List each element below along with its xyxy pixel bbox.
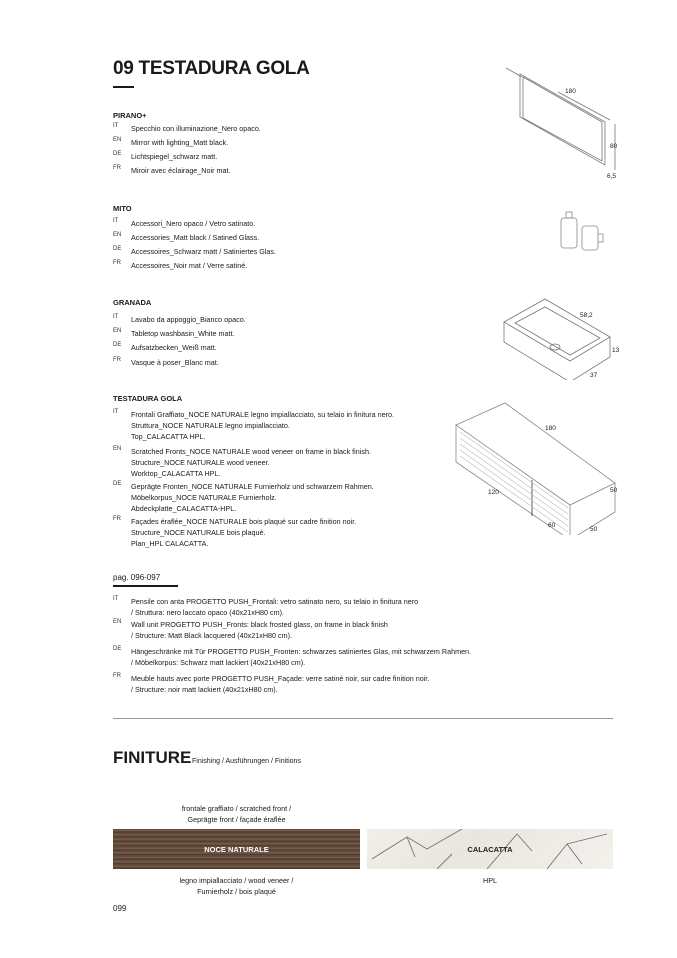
- language-code: EN: [113, 232, 122, 238]
- language-code: DE: [113, 646, 122, 652]
- entry-text: [131, 165, 230, 176]
- entry-line: / Structure: Matt Black lacquered (40x21xH80 cm).: [131, 631, 292, 640]
- cabinet-left-dim: 120: [488, 489, 499, 496]
- language-code: DE: [113, 481, 122, 487]
- language-code: FR: [113, 260, 121, 266]
- language-code: EN: [113, 619, 122, 625]
- noce-caption-bottom: [113, 875, 360, 897]
- cabinet-drawing: [450, 400, 620, 535]
- entry-line: Mirror with lighting_Matt black.: [131, 138, 229, 147]
- language-code: FR: [113, 357, 121, 363]
- entry-line: Accessoires_Noir mat / Verre satiné.: [131, 261, 248, 270]
- language-code: EN: [113, 328, 122, 334]
- section-title-pag: pag. 096-097: [113, 573, 161, 582]
- entry-line: Hängeschränke mit Tür PROGETTO PUSH_Fronten: schwarzes satiniertes Glas, mit schwarzem Rahmen.: [131, 647, 472, 656]
- entry-text: [131, 673, 429, 695]
- entry-text: [131, 151, 217, 162]
- accessories-drawing: [555, 210, 615, 265]
- entry-line: Tabletop washbasin_White matt.: [131, 329, 235, 338]
- entry-line: / Möbelkorpus: Schwarz matt lackiert (40x21xH80 cm).: [131, 658, 306, 667]
- language-code: IT: [113, 218, 119, 224]
- mirror-height-dim: 80: [610, 143, 618, 150]
- entry-text: [131, 619, 388, 641]
- entry-line: Lavabo da appoggio_Bianco opaco.: [131, 315, 246, 324]
- noce-caption-top: [113, 803, 360, 825]
- cabinet-depth-dim: 50: [590, 526, 598, 533]
- entry-line: Accessori_Nero opaco / Vetro satinato.: [131, 219, 256, 228]
- entry-line: Möbelkorpus_NOCE NATURALE Furnierholz.: [131, 493, 277, 502]
- language-code: FR: [113, 165, 121, 171]
- mirror-depth-dim: 6,5: [607, 173, 617, 180]
- caption-line: Furnierholz / bois plaqué: [197, 887, 276, 896]
- pag-underline: [113, 585, 178, 587]
- cabinet-right-dim: 60: [548, 522, 556, 529]
- basin-height-dim: 13: [612, 347, 620, 354]
- entry-line: Meuble hauts avec porte PROGETTO PUSH_Façade: verre satiné noir, sur cadre finition noir.: [131, 674, 430, 683]
- entry-text: [131, 137, 228, 148]
- mirror-width-dim: 180: [565, 88, 576, 95]
- entry-text: [131, 516, 356, 549]
- basin-depth-dim: 37: [590, 372, 598, 379]
- entry-text: [131, 218, 255, 229]
- language-code: DE: [113, 246, 122, 252]
- entry-text: [131, 446, 371, 479]
- entry-text: [131, 409, 394, 442]
- section-title-mito: MITO: [113, 204, 132, 213]
- basin-drawing: [500, 295, 620, 380]
- language-code: EN: [113, 446, 122, 452]
- entry-line: Plan_HPL CALACATTA.: [131, 539, 209, 548]
- section-title-testadura: TESTADURA GOLA: [113, 394, 183, 403]
- entry-line: Top_CALACATTA HPL.: [131, 432, 206, 441]
- caption-line: HPL: [483, 876, 497, 885]
- section-title-pirano: PIRANO+: [113, 111, 147, 120]
- entry-line: Frontali Graffiato_NOCE NATURALE legno impiallacciato, su telaio in finitura nero.: [131, 410, 394, 419]
- entry-text: [131, 596, 418, 618]
- caption-line: frontale graffiato / scratched front /: [181, 804, 292, 813]
- entry-line: Worktop_CALACATTA HPL.: [131, 469, 221, 478]
- entry-line: Pensile con anta PROGETTO PUSH_Frontali: vetro satinato nero, su telaio in finitura nero: [131, 597, 419, 606]
- entry-text: [131, 328, 234, 339]
- divider: [113, 718, 613, 719]
- caption-line: legno impiallacciato / wood veneer /: [179, 876, 294, 885]
- swatch-label: CALACATTA: [467, 844, 513, 854]
- language-code: IT: [113, 314, 119, 320]
- entry-text: [131, 357, 219, 368]
- entry-line: Geprägte Fronten_NOCE NATURALE Furnierholz und schwarzem Rahmen.: [131, 482, 374, 491]
- entry-text: [131, 646, 471, 668]
- entry-text: [131, 232, 259, 243]
- cabinet-height-dim: 50: [610, 487, 618, 494]
- entry-line: Scratched Fronts_NOCE NATURALE wood veneer on frame in black finish.: [131, 447, 371, 456]
- language-code: FR: [113, 516, 121, 522]
- entry-text: [131, 123, 261, 134]
- entry-text: [131, 342, 217, 353]
- entry-line: Miroir avec éclairage_Noir mat.: [131, 166, 231, 175]
- finishes-title: FINITURE: [113, 748, 192, 767]
- language-code: DE: [113, 151, 122, 157]
- finishes-subtitle: Finishing / Ausführungen / Finitions: [192, 758, 301, 765]
- entry-line: Specchio con illuminazione_Nero opaco.: [131, 124, 261, 133]
- entry-line: Vasque à poser_Blanc mat.: [131, 358, 219, 367]
- basin-width-dim: 58,2: [580, 312, 593, 319]
- entry-line: Structure_NOCE NATURALE bois plaqué.: [131, 528, 266, 537]
- entry-line: Abdeckplatte_CALACATTA-HPL.: [131, 504, 237, 513]
- entry-line: Aufsatzbecken_Weiß matt.: [131, 343, 217, 352]
- language-code: FR: [113, 673, 121, 679]
- mirror-drawing: [500, 60, 630, 190]
- entry-text: [131, 314, 246, 325]
- entry-line: Façades éraflée_NOCE NATURALE bois plaqué sur cadre finition noir.: [131, 517, 357, 526]
- section-title-granada: GRANADA: [113, 298, 152, 307]
- swatch-calacatta: [367, 829, 613, 869]
- entry-line: Structure_NOCE NATURALE wood veneer.: [131, 458, 270, 467]
- entry-text: [131, 260, 247, 271]
- entry-line: / Structure: noir matt lackiert (40x21xH80 cm).: [131, 685, 278, 694]
- entry-text: [131, 246, 276, 257]
- entry-line: Wall unit PROGETTO PUSH_Fronts: black frosted glass, on frame in black finish: [131, 620, 388, 629]
- language-code: IT: [113, 409, 119, 415]
- entry-line: / Struttura: nero laccato opaco (40x21xH80 cm).: [131, 608, 285, 617]
- language-code: EN: [113, 137, 122, 143]
- entry-line: Lichtspiegel_schwarz matt.: [131, 152, 218, 161]
- language-code: DE: [113, 342, 122, 348]
- page-number: 099: [113, 904, 127, 913]
- page-title: 09 TESTADURA GOLA: [113, 58, 310, 79]
- language-code: IT: [113, 123, 119, 129]
- swatch-label: NOCE NATURALE: [204, 844, 269, 854]
- calacatta-caption-bottom: [367, 875, 613, 886]
- entry-text: [131, 481, 374, 514]
- entry-line: Accessories_Matt black / Satined Glass.: [131, 233, 260, 242]
- entry-line: Accessoires_Schwarz matt / Satiniertes Glas.: [131, 247, 276, 256]
- title-underline: [113, 86, 134, 88]
- caption-line: Geprägte front / façade éraflée: [187, 815, 286, 824]
- entry-line: Struttura_NOCE NATURALE legno impiallacciato.: [131, 421, 290, 430]
- language-code: IT: [113, 596, 119, 602]
- cabinet-width-dim: 180: [545, 425, 556, 432]
- swatch-noce-naturale: [113, 829, 360, 869]
